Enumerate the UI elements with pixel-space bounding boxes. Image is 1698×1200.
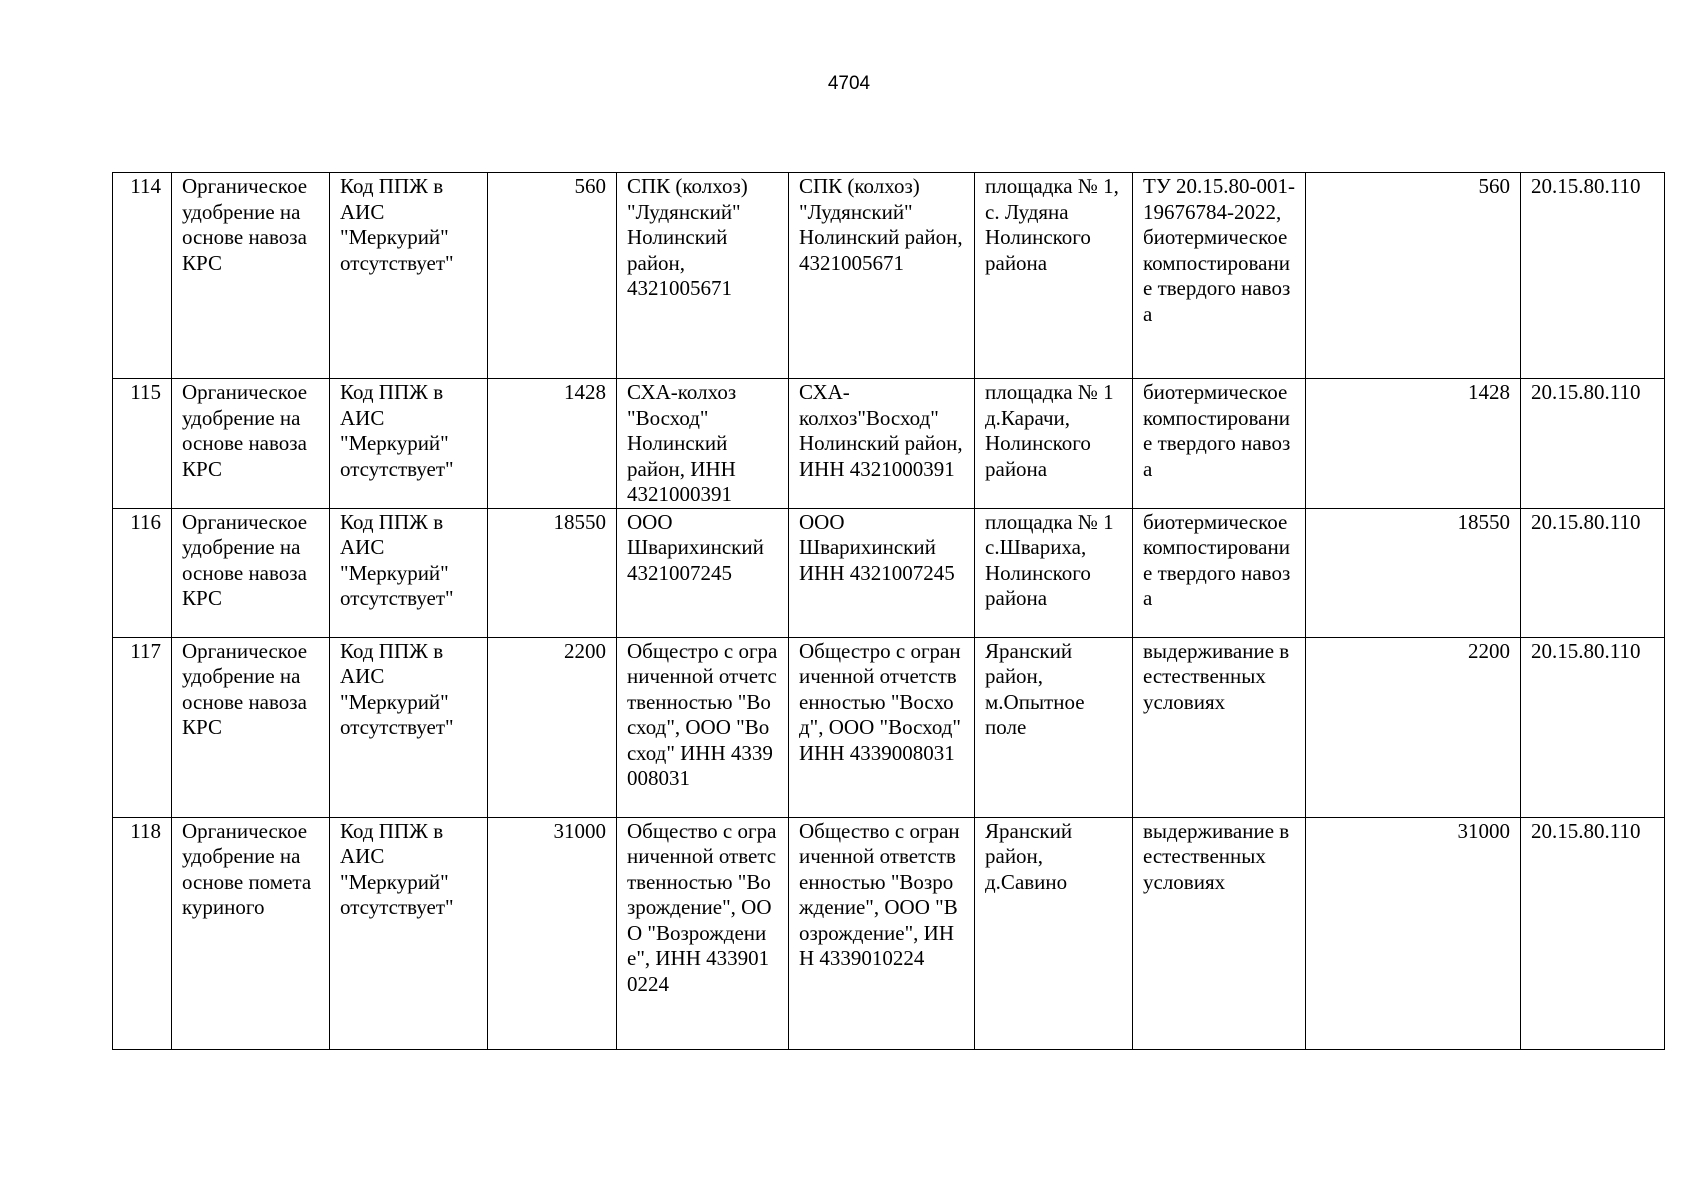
table-row (113, 817, 1665, 1049)
cell-okpd-code: 20.15.80.110 (1521, 508, 1665, 637)
table-row (113, 173, 1665, 379)
table-row (113, 637, 1665, 817)
cell-volume: 2200 (488, 637, 617, 817)
cell-okpd-code: 20.15.80.110 (1521, 637, 1665, 817)
cell-volume: 560 (488, 173, 617, 379)
cell-owner: Общество с ограниченной ответственностью "Возрождение", ООО "Возрождение", ИНН 4339010224 (789, 817, 975, 1049)
cell-code: Код ППЖ в АИС "Меркурий" отсутствует" (330, 637, 488, 817)
cell-row-number: 116 (113, 508, 172, 637)
cell-product-name: Органическое удобрение на основе навоза КРС (172, 379, 330, 509)
cell-location: площадка № 1 д.Карачи, Нолинского района (975, 379, 1133, 509)
cell-code: Код ППЖ в АИС "Меркурий" отсутствует" (330, 508, 488, 637)
cell-amount: 2200 (1306, 637, 1521, 817)
cell-producer: Общестро с ограниченной отчетственностью "Восход", ООО "Восход" ИНН 4339008031 (617, 637, 789, 817)
cell-volume: 1428 (488, 379, 617, 509)
cell-amount: 18550 (1306, 508, 1521, 637)
cell-row-number: 115 (113, 379, 172, 509)
cell-location: Яранский район, м.Опытное поле (975, 637, 1133, 817)
cell-amount: 1428 (1306, 379, 1521, 509)
cell-product-name: Органическое удобрение на основе навоза КРС (172, 173, 330, 379)
registry-table (112, 172, 1665, 1050)
cell-okpd-code: 20.15.80.110 (1521, 817, 1665, 1049)
cell-volume: 18550 (488, 508, 617, 637)
cell-product-name: Органическое удобрение на основе помета куриного (172, 817, 330, 1049)
cell-location: Яранский район, д.Савино (975, 817, 1133, 1049)
cell-method: ТУ 20.15.80-001-19676784-2022, биотермическое компостирование твердого навоза (1133, 173, 1306, 379)
cell-location: площадка № 1, с. Лудяна Нолинского района (975, 173, 1133, 379)
page-number: 4704 (827, 73, 871, 94)
cell-method: выдерживание в естественных условиях (1133, 817, 1306, 1049)
cell-producer: СПК (колхоз) "Лудянский" Нолинский район, 4321005671 (617, 173, 789, 379)
cell-method: выдерживание в естественных условиях (1133, 637, 1306, 817)
cell-volume: 31000 (488, 817, 617, 1049)
cell-method: биотермическое компостирование твердого навоза (1133, 508, 1306, 637)
cell-owner: СПК (колхоз) "Лудянский" Нолинский район, 4321005671 (789, 173, 975, 379)
cell-code: Код ППЖ в АИС "Меркурий" отсутствует" (330, 817, 488, 1049)
cell-product-name: Органическое удобрение на основе навоза КРС (172, 637, 330, 817)
cell-producer: СХА-колхоз "Восход" Нолинский район, ИНН 4321000391 (617, 379, 789, 509)
cell-code: Код ППЖ в АИС "Меркурий" отсутствует" (330, 173, 488, 379)
cell-owner: Общестро с ограниченной отчетственностью "Восход", ООО "Восход" ИНН 4339008031 (789, 637, 975, 817)
cell-amount: 560 (1306, 173, 1521, 379)
cell-row-number: 114 (113, 173, 172, 379)
cell-method: биотермическое компостирование твердого навоза (1133, 379, 1306, 509)
cell-row-number: 117 (113, 637, 172, 817)
cell-producer: ООО Шварихинский 4321007245 (617, 508, 789, 637)
cell-row-number: 118 (113, 817, 172, 1049)
cell-location: площадка № 1 с.Швариха, Нолинского района (975, 508, 1133, 637)
table-row (113, 379, 1665, 509)
cell-okpd-code: 20.15.80.110 (1521, 379, 1665, 509)
cell-product-name: Органическое удобрение на основе навоза КРС (172, 508, 330, 637)
cell-code: Код ППЖ в АИС "Меркурий" отсутствует" (330, 379, 488, 509)
table-row (113, 508, 1665, 637)
cell-okpd-code: 20.15.80.110 (1521, 173, 1665, 379)
cell-owner: СХА-колхоз"Восход" Нолинский район, ИНН 4321000391 (789, 379, 975, 509)
cell-producer: Общество с ограниченной ответственностью "Возрождение", ООО "Возрождение", ИНН 4339010224 (617, 817, 789, 1049)
cell-amount: 31000 (1306, 817, 1521, 1049)
cell-owner: ООО Шварихинский ИНН 4321007245 (789, 508, 975, 637)
